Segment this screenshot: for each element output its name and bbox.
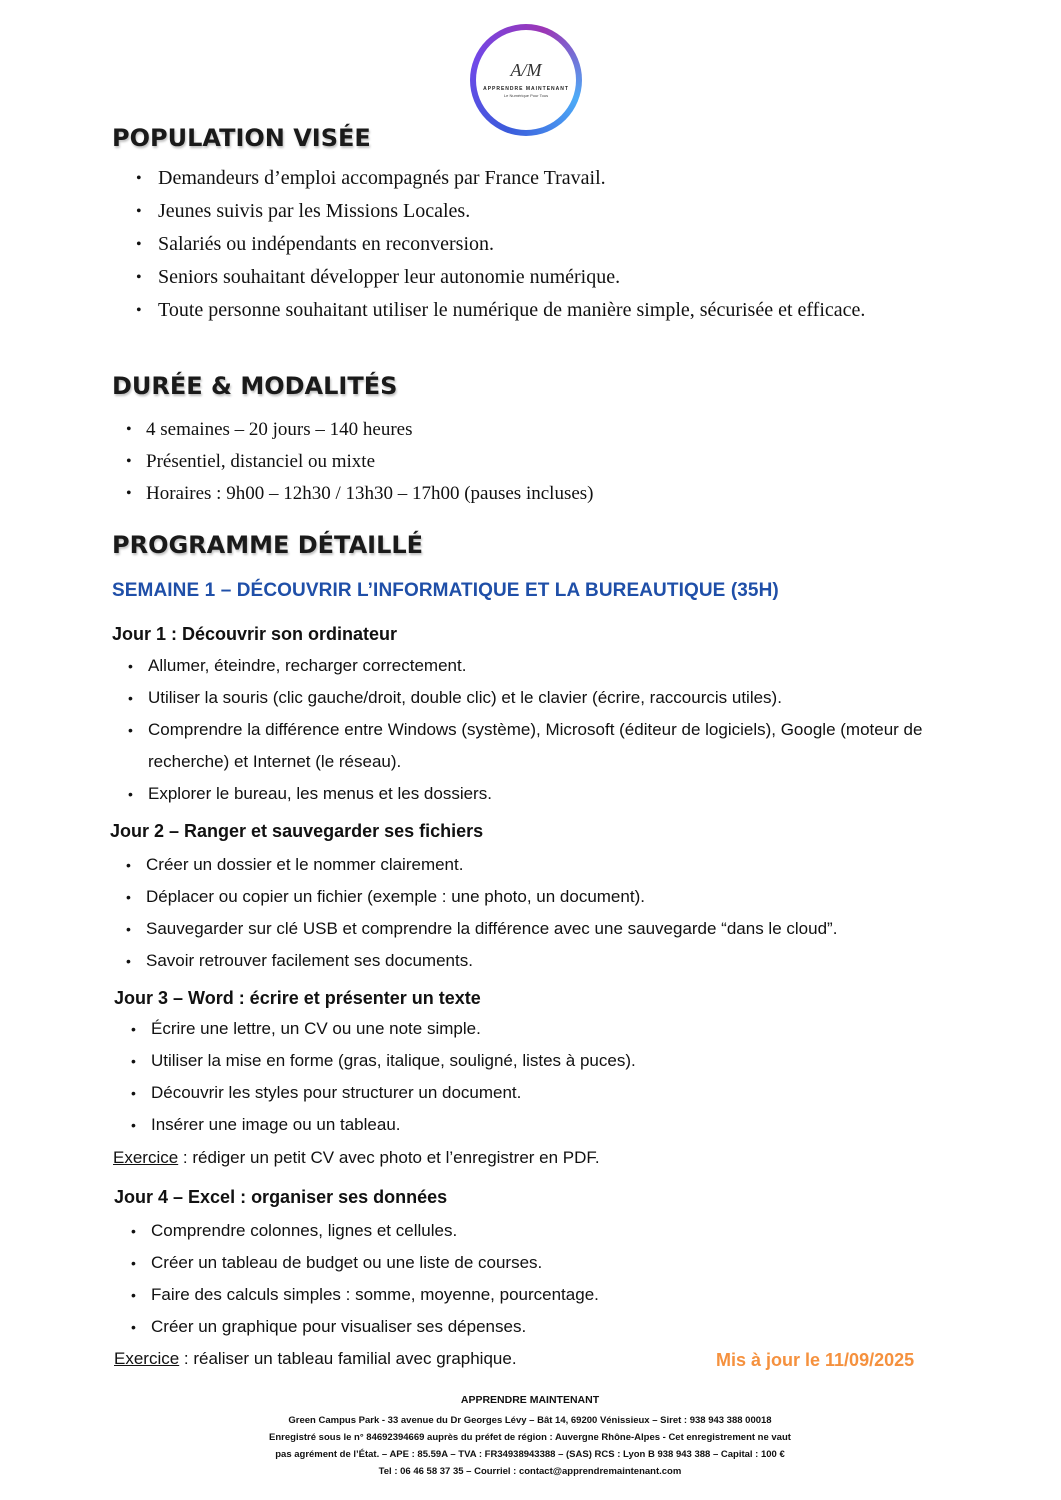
list-item: • Jeunes suivis par les Missions Locales.: [130, 195, 970, 228]
logo-tagline: Le Numérique Pour Tous: [503, 93, 549, 98]
list-item: • Explorer le bureau, les menus et les dossiers.: [124, 778, 954, 810]
list-item: • Salariés ou indépendants en reconversion.: [130, 228, 970, 261]
duree-list: [120, 414, 960, 510]
list-item: • Insérer une image ou un tableau.: [127, 1109, 957, 1141]
day-3-list: [127, 1013, 957, 1141]
list-item: • 4 semaines – 20 jours – 140 heures: [120, 414, 960, 446]
list-item: • Comprendre colonnes, lignes et cellules.: [127, 1215, 957, 1247]
logo-mark: A/M: [510, 60, 542, 80]
footer-company: APPRENDRE MAINTENANT: [460, 1394, 600, 1406]
list-item: • Toute personne souhaitant utiliser le numérique de manière simple, sécurisée et efficace.: [130, 294, 970, 327]
footer-contact: Tel : 06 46 58 37 35 – Courriel : contact@apprendremaintenant.com: [378, 1466, 682, 1477]
footer: [180, 1392, 880, 1480]
list-item: • Demandeurs d’emploi accompagnés par France Travail.: [130, 162, 970, 195]
logo-inner: [476, 30, 576, 130]
list-item: • Écrire une lettre, un CV ou une note simple.: [127, 1013, 957, 1045]
list-item: • Utiliser la souris (clic gauche/droit, double clic) et le clavier (écrire, raccourcis utiles).: [124, 682, 954, 714]
list-item: • Utiliser la mise en forme (gras, italique, souligné, listes à puces).: [127, 1045, 957, 1077]
day-1-title: Jour 1 : Découvrir son ordinateur: [112, 624, 398, 644]
list-item: • Comprendre la différence entre Windows (système), Microsoft (éditeur de logiciels), Google (moteur de recherche) et Internet (le réseau).: [124, 714, 954, 778]
logo-name: APPRENDRE MAINTENANT: [483, 86, 569, 92]
programme-title: PROGRAMME DÉTAILLÉ: [112, 531, 424, 559]
day-2-title: Jour 2 – Ranger et sauvegarder ses fichiers: [110, 821, 484, 841]
week-1-title: SEMAINE 1 – DÉCOUVRIR L’INFORMATIQUE ET LA BUREAUTIQUE (35H): [112, 580, 779, 601]
exercise-label: Exercice: [114, 1349, 180, 1368]
list-item: • Créer un graphique pour visualiser ses dépenses.: [127, 1311, 957, 1343]
list-item: • Allumer, éteindre, recharger correctement.: [124, 650, 954, 682]
day-3-exercise: [113, 1148, 600, 1168]
list-item: • Faire des calculs simples : somme, moyenne, pourcentage.: [127, 1279, 957, 1311]
list-item: • Seniors souhaitant développer leur autonomie numérique.: [130, 261, 970, 294]
day-1-list: [124, 650, 954, 810]
list-item: • Sauvegarder sur clé USB et comprendre la différence avec une sauvegarde “dans le cloud”.: [122, 913, 952, 945]
footer-legal: pas agrément de l’État. – APE : 85.59A – TVA : FR34938943388 – (SAS) RCS : Lyon B 938 943 388 – Capital : 100 €: [275, 1449, 785, 1460]
list-item: • Créer un dossier et le nommer clairement.: [122, 849, 952, 881]
day-2-list: [122, 849, 952, 977]
list-item: • Horaires : 9h00 – 12h30 / 13h30 – 17h00 (pauses incluses): [120, 478, 960, 510]
exercise-text: : rédiger un petit CV avec photo et l’enregistrer en PDF.: [178, 1148, 600, 1167]
company-logo: [470, 24, 582, 136]
day-4-exercise: [114, 1349, 517, 1369]
day-4-title: Jour 4 – Excel : organiser ses données: [114, 1187, 448, 1207]
list-item: • Créer un tableau de budget ou une liste de courses.: [127, 1247, 957, 1279]
updated-date: Mis à jour le 11/09/2025: [716, 1350, 915, 1370]
duree-title: DURÉE & MODALITÉS: [112, 372, 398, 400]
exercise-label: Exercice: [113, 1148, 179, 1167]
exercise-text: : réaliser un tableau familial avec graphique.: [179, 1349, 517, 1368]
day-3-title: Jour 3 – Word : écrire et présenter un texte: [114, 988, 481, 1008]
list-item: • Découvrir les styles pour structurer un document.: [127, 1077, 957, 1109]
list-item: • Savoir retrouver facilement ses documents.: [122, 945, 952, 977]
list-item: • Présentiel, distanciel ou mixte: [120, 446, 960, 478]
footer-registration: Enregistré sous le n° 84692394669 auprès du préfet de région : Auvergne Rhône-Alpes - Cet enregistrement ne vaut: [269, 1432, 791, 1443]
footer-address: Green Campus Park - 33 avenue du Dr Georges Lévy – Bât 14, 69200 Vénissieux – Siret : 938 943 388 00018: [288, 1415, 772, 1426]
population-list: [130, 162, 970, 327]
population-title: POPULATION VISÉE: [112, 124, 371, 152]
list-item: • Déplacer ou copier un fichier (exemple : une photo, un document).: [122, 881, 952, 913]
day-4-list: [127, 1215, 957, 1343]
